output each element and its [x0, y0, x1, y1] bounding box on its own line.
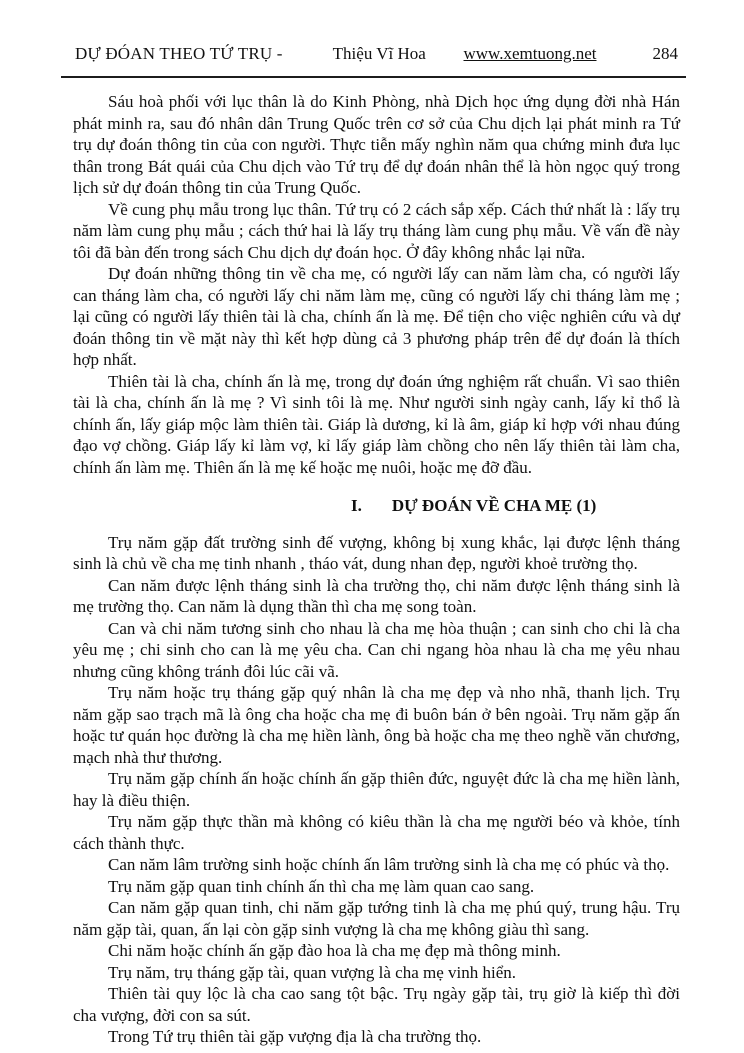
paragraph: Trụ năm gặp thực thần mà không có kiêu thần là cha mẹ người béo và khỏe, tính cách thành thực.: [73, 812, 680, 853]
paragraph: Thiên tài là cha, chính ấn là mẹ, trong dự đoán ứng nghiệm rất chuẩn. Vì sao thiên tài là cha, chính ấn là mẹ ? Vì sinh tôi là mẹ. Như người sinh ngày canh, lấy kỉ thổ là chính ấn, lấy giáp mộc làm thiên tài. Giáp là dương, kỉ là âm, giáp kỉ hợp với nhau đúng đạo vợ chồng. Giáp lấy kỉ làm vợ, kỉ lấy giáp làm chồng cho nên lấy thiên tài làm cha, chính ấn làm mẹ. Thiên ấn là mẹ kế hoặc mẹ nuôi, hoặc mẹ đỡ đầu.: [73, 371, 680, 477]
paragraph: Can năm gặp quan tinh, chi năm gặp tướng tinh là cha mẹ phú quý, trung hậu. Trụ năm gặp tài, quan, ấn lại còn gặp sinh vượng là cha mẹ không giàu thì sang.: [73, 898, 680, 939]
header-divider: [61, 76, 686, 78]
section-title: DỰ ĐOÁN VỀ CHA MẸ (1): [391, 496, 597, 515]
paragraph: Trụ năm, trụ tháng gặp tài, quan vượng là cha mẹ vinh hiển.: [108, 962, 517, 982]
paragraph: Dự đoán những thông tin về cha mẹ, có người lấy can năm làm cha, có người lấy can tháng làm cha, có người lấy chi năm làm mẹ, cũng có người lấy chi tháng làm mẹ ; lại cũng có người lấy thiên tài là cha, chính ấn là mẹ. Để tiện cho việc nghiên cứu và dự đoán thông tin về mặt này thì kết hợp dùng cả 3 phương pháp trên để dự đoán là thích hợp nhất.: [73, 264, 680, 369]
section-heading: [351, 495, 680, 517]
paragraph: Trụ năm gặp quan tinh chính ấn thì cha mẹ làm quan cao sang.: [108, 876, 535, 896]
paragraph: Trụ năm gặp đất trường sinh đế vượng, không bị xung khắc, lại được lệnh tháng sinh là chủ về cha mẹ tinh nhanh , tháo vát, dung nhan đẹp, người khoẻ trường thọ.: [73, 532, 680, 573]
paragraph: Về cung phụ mẫu trong lục thân. Tứ trụ có 2 cách sắp xếp. Cách thứ nhất là : lấy trụ năm làm cung phụ mẫu ; cách thứ hai là lấy trụ tháng làm cung phụ mẫu. Về vấn đề này tôi đã bàn đến trong sách Chu dịch dự đoán học. Ở đây không nhắc lại nữa.: [73, 199, 680, 262]
paragraph: Can năm lâm trường sinh hoặc chính ấn lâm trường sinh là cha mẹ có phúc và thọ.: [108, 855, 670, 874]
paragraph: Trụ năm hoặc trụ tháng gặp quý nhân là cha mẹ đẹp và nho nhã, thanh lịch. Trụ năm gặp sao trạch mã là ông cha hoặc cha mẹ đi buôn bán ở bên ngoài. Trụ năm gặp ấn hoặc tư quán học đường là cha mẹ hiền lành, ông bà hoặc cha mẹ theo nghề văn chương, mạch nhà thư thương.: [73, 683, 680, 767]
paragraph: Trụ năm gặp chính ấn hoặc chính ấn gặp thiên đức, nguyệt đức là cha mẹ hiền lành, hay là điều thiện.: [73, 769, 680, 810]
website-link[interactable]: www.xemtuong.net: [463, 44, 597, 63]
author-name: Thiệu Vĩ Hoa: [332, 44, 426, 63]
paragraph: Chi năm hoặc chính ấn gặp đào hoa là cha mẹ đẹp mà thông minh.: [108, 941, 561, 960]
section-number: I.: [351, 496, 362, 515]
paragraph: Can năm được lệnh tháng sinh là cha trường thọ, chi năm được lệnh tháng sinh là mẹ trường thọ. Can năm là dụng thần thì cha mẹ song toàn.: [73, 575, 680, 616]
page-content: [73, 91, 680, 1048]
paragraph: Sáu hoà phối với lục thân là do Kinh Phòng, nhà Dịch học ứng dụng đời nhà Hán phát minh ra, sau đó nhân dân Trung Quốc trên cơ sở của Chu dịch lại phát minh ra Tứ trụ dự đoán thông tin của con người. Thực tiễn mấy nghìn năm qua chứng minh đưa lục thân trong Bát quái của Chu dịch vào Tứ trụ để dự đoán nhân thể là hòn ngọc quý trong lịch sử dự đoán thông tin của Trung Quốc.: [73, 92, 680, 197]
page-number: 284: [652, 44, 678, 63]
paragraph: Trong Tứ trụ thiên tài gặp vượng địa là cha trường thọ.: [108, 1027, 482, 1046]
book-title: DỰ ĐÓAN THEO TỨ TRỤ -: [75, 44, 283, 63]
paragraph: Thiên tài quy lộc là cha cao sang tột bậc. Trụ ngày gặp tài, trụ giờ là kiếp thì đời cha vượng, đời con sa sút.: [73, 984, 680, 1025]
paragraph: Can và chi năm tương sinh cho nhau là cha mẹ hòa thuận ; can sinh cho chi là cha yêu mẹ ; chi sinh cho can là mẹ yêu cha. Can chi ngang hòa nhau là cha mẹ yêu nhau nhưng cũng không tránh đôi lúc cãi vã.: [73, 618, 680, 681]
page-header: [73, 44, 680, 64]
